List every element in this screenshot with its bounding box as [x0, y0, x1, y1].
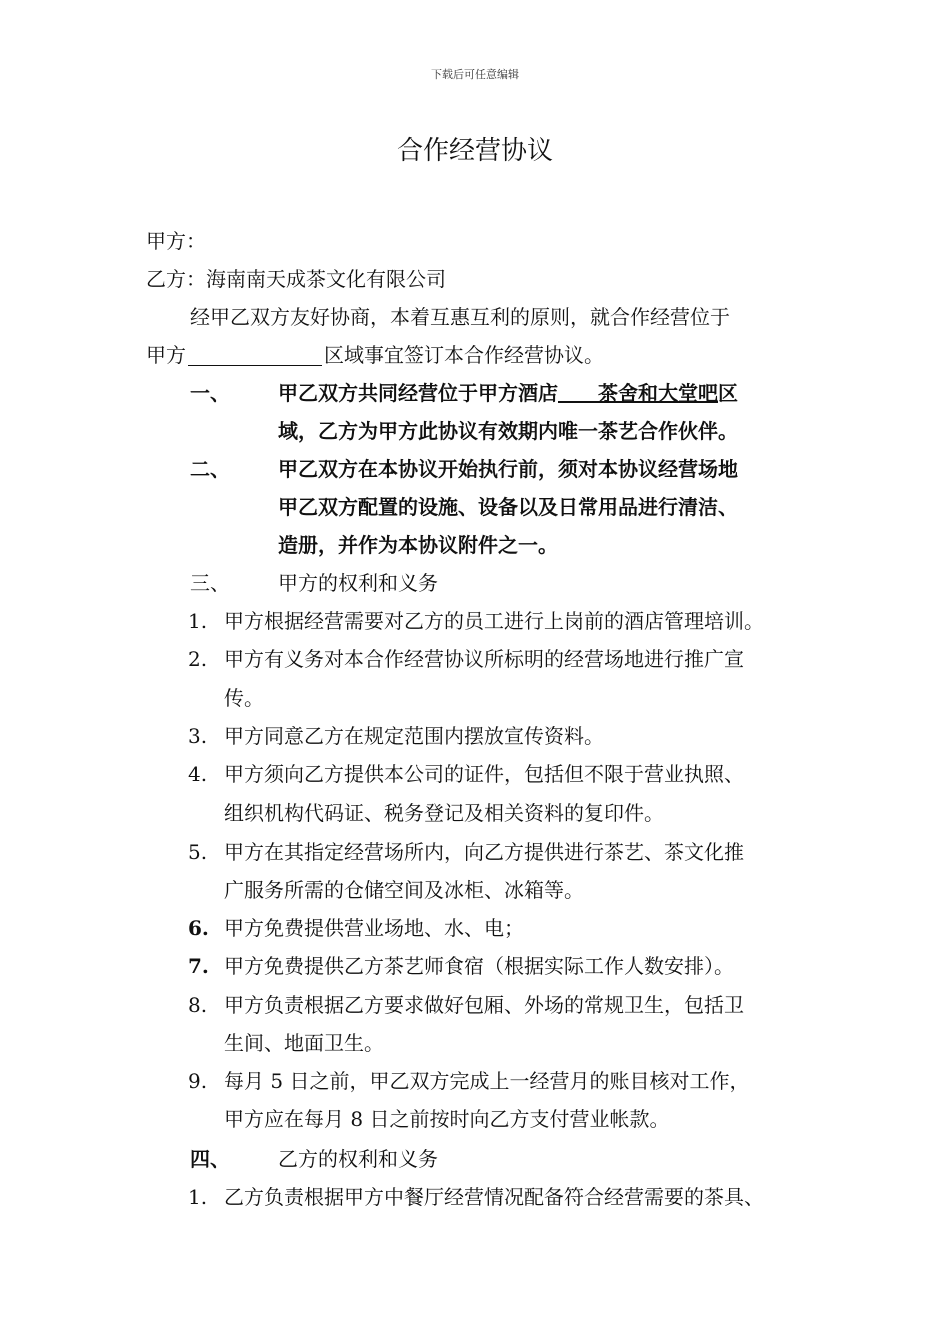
list-item-continuation: 甲方应在每月 8 日之前按时向乙方支付营业帐款。: [224, 1107, 670, 1131]
list-item: 甲方免费提供营业场地、水、电；: [224, 916, 524, 940]
list-item: 甲方同意乙方在规定范围内摆放宣传资料。: [224, 724, 604, 748]
intro-line-1: 经甲乙双方友好协商，本着互惠互利的原则，就合作经营位于: [190, 305, 730, 329]
list-item-continuation: 广服务所需的仓储空间及冰柜、冰箱等。: [224, 878, 584, 902]
page-title: 合作经营协议: [396, 136, 553, 166]
list-item: 乙方负责根据甲方中餐厅经营情况配备符合经营需要的茶具、: [224, 1185, 764, 1209]
list-item-number: 9.: [188, 1069, 208, 1093]
section-1-tail: 区: [718, 381, 738, 405]
list-item-number: 7.: [188, 954, 209, 978]
list-item-number: 1.: [188, 1185, 208, 1209]
list-item: 甲方负责根据乙方要求做好包厢、外场的常规卫生，包括卫: [224, 993, 744, 1017]
section-3-number: 三、: [190, 571, 230, 595]
section-1-line-2: 域，乙方为甲方此协议有效期内唯一茶艺合作伙伴。: [278, 419, 738, 443]
section-2-line-3: 造册，并作为本协议附件之一。: [278, 533, 558, 557]
list-item-number: 1.: [188, 609, 208, 633]
section-2-line-2: 甲乙双方配置的设施、设备以及日常用品进行清洁、: [278, 495, 738, 519]
underlined-area: 茶舍和大堂吧: [598, 381, 718, 405]
list-item-number: 8.: [188, 993, 208, 1017]
section-4-number: 四、: [190, 1147, 230, 1171]
section-1-text: 甲乙双方共同经营位于甲方酒店: [278, 381, 558, 405]
list-item: 甲方有义务对本合作经营协议所标明的经营场地进行推广宣: [224, 647, 744, 671]
list-item: 甲方在其指定经营场所内，向乙方提供进行茶艺、茶文化推: [224, 840, 744, 864]
list-item-number: 3.: [188, 724, 208, 748]
list-item-number: 5.: [188, 840, 208, 864]
party-a-line: 甲方：: [146, 229, 206, 253]
intro-line-2: [146, 336, 604, 374]
list-item: 甲方根据经营需要对乙方的员工进行上岗前的酒店管理培训。: [224, 609, 764, 633]
section-2-line-1: 甲乙双方在本协议开始执行前，须对本协议经营场地: [278, 457, 738, 481]
list-item-number: 6.: [188, 916, 209, 940]
section-1-number: 一、: [190, 381, 230, 405]
list-item-continuation: 组织机构代码证、税务登记及相关资料的复印件。: [224, 801, 664, 825]
section-2-number: 二、: [190, 457, 230, 481]
section-1-line-1: [278, 374, 738, 412]
underlined-area-blank: [558, 381, 598, 405]
list-item: 每月 5 日之前，甲乙双方完成上一经营月的账目核对工作，: [224, 1069, 750, 1093]
list-item-continuation: 生间、地面卫生。: [224, 1031, 384, 1055]
list-item-number: 2.: [188, 647, 208, 671]
section-3-heading: 甲方的权利和义务: [278, 571, 438, 595]
list-item-number: 4.: [188, 762, 208, 786]
list-item: 甲方免费提供乙方茶艺师食宿（根据实际工作人数安排）。: [224, 954, 734, 978]
list-item: 甲方须向乙方提供本公司的证件，包括但不限于营业执照、: [224, 762, 744, 786]
intro-suffix: 区域事宜签订本合作经营协议。: [324, 343, 604, 367]
list-item-continuation: 传。: [224, 686, 264, 710]
header-note: 下载后可任意编辑: [431, 68, 519, 81]
party-b-line: 乙方：海南南天成茶文化有限公司: [146, 267, 446, 291]
blank-field: [188, 345, 322, 366]
intro-prefix: 甲方: [146, 343, 186, 367]
section-4-heading: 乙方的权利和义务: [278, 1147, 438, 1171]
